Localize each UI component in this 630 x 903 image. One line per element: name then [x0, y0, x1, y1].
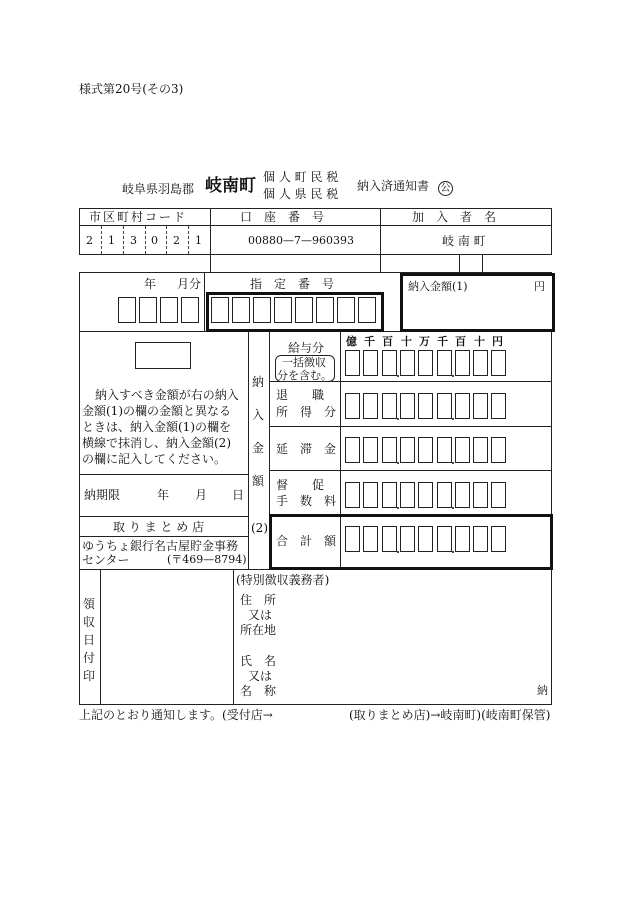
salary-digit-box[interactable] — [455, 350, 470, 376]
late-fee-digit-box[interactable] — [473, 437, 488, 463]
thousands-separator-dot — [452, 418, 454, 420]
total-digit-box[interactable] — [437, 526, 452, 552]
side-label-char: 額 — [252, 474, 265, 488]
period-digit-box[interactable] — [139, 297, 157, 323]
retirement-digit-box[interactable] — [363, 393, 378, 419]
reminder-fee-digit-box[interactable] — [455, 482, 470, 508]
late-fee-digit-box[interactable] — [363, 437, 378, 463]
digit-header: 十 — [474, 335, 485, 348]
code-digit: 2 — [173, 234, 180, 247]
designated-digit-box[interactable] — [337, 297, 355, 323]
designated-number-label: 指 定 番 号 — [250, 277, 335, 291]
name-label: 名 称 — [240, 684, 277, 698]
receipt-stamp-char: 印 — [83, 669, 96, 683]
instruction-line: 横線で抹消し、納入金額(2) — [82, 436, 231, 450]
late-fee-digit-box[interactable] — [418, 437, 433, 463]
period-digit-box[interactable] — [160, 297, 178, 323]
account-number: 00880—7—960393 — [248, 234, 354, 247]
town-name: 岐南町 — [205, 176, 256, 196]
salary-digit-box[interactable] — [363, 350, 378, 376]
collector-label: 取 り ま と め 店 — [113, 520, 205, 534]
retirement-label: 退 職 — [276, 388, 325, 402]
receipt-stamp-char: 領 — [83, 597, 96, 611]
address-label: 又は — [248, 608, 273, 622]
total-label: 合 計 額 — [276, 534, 337, 548]
thousands-separator-dot — [452, 375, 454, 377]
name-label: 又は — [248, 669, 273, 683]
side-label-char: 入 — [252, 408, 265, 422]
thousands-separator-dot — [452, 507, 454, 509]
reminder-fee-digit-box[interactable] — [363, 482, 378, 508]
designated-digit-box[interactable] — [295, 297, 313, 323]
late-fee-digit-box[interactable] — [491, 437, 506, 463]
retirement-digit-box[interactable] — [382, 393, 397, 419]
account-number-label: 口 座 番 号 — [240, 210, 325, 224]
designated-digit-box[interactable] — [358, 297, 376, 323]
salary-digit-box[interactable] — [473, 350, 488, 376]
retirement-digit-box[interactable] — [400, 393, 415, 419]
reminder-fee-digit-box[interactable] — [400, 482, 415, 508]
late-fee-label: 延 滞 金 — [276, 442, 337, 456]
payee-label: 加 入 者 名 — [412, 210, 497, 224]
deadline-label: 納期限 — [84, 488, 121, 502]
late-fee-digit-box[interactable] — [455, 437, 470, 463]
withholder-address-field[interactable] — [285, 592, 547, 640]
designated-digit-box[interactable] — [274, 297, 292, 323]
digit-header: 円 — [492, 335, 503, 348]
deadline-day: 日 — [232, 488, 245, 502]
form-number: 様式第20号(その3) — [79, 82, 184, 96]
code-digit: 0 — [151, 234, 158, 247]
retirement-label: 所 得 分 — [276, 405, 337, 419]
amount-1-label: 納入金額(1) — [408, 280, 468, 293]
period-digit-box[interactable] — [118, 297, 136, 323]
side-label-char: 金 — [252, 441, 265, 455]
total-digit-box[interactable] — [382, 526, 397, 552]
salary-digit-box[interactable] — [345, 350, 360, 376]
total-digit-box[interactable] — [455, 526, 470, 552]
digit-header: 十 — [401, 335, 412, 348]
period-month-label: 月分 — [177, 277, 202, 291]
receipt-stamp-area[interactable] — [101, 570, 232, 703]
reminder-fee-digit-box[interactable] — [473, 482, 488, 508]
retirement-digit-box[interactable] — [473, 393, 488, 419]
digit-header: 百 — [455, 335, 466, 348]
salary-digit-box[interactable] — [400, 350, 415, 376]
salary-label: 給与分 — [288, 341, 325, 355]
instruction-line: 納入すべき金額が右の納入 — [95, 388, 239, 402]
address-label: 住 所 — [240, 593, 277, 607]
payee-name: 岐 南 町 — [442, 234, 486, 248]
salary-digit-box[interactable] — [491, 350, 506, 376]
municipality-code-label: 市区町村コード — [89, 210, 188, 224]
designated-digit-box[interactable] — [232, 297, 250, 323]
name-label: 氏 名 — [240, 654, 277, 668]
withholder-title: (特別徴収義務者) — [236, 573, 330, 587]
late-fee-digit-box[interactable] — [345, 437, 360, 463]
salary-digit-box[interactable] — [382, 350, 397, 376]
prefecture-label: 岐阜県羽島郡 — [122, 182, 195, 196]
total-digit-box[interactable] — [345, 526, 360, 552]
total-digit-box[interactable] — [400, 526, 415, 552]
blank-box[interactable] — [135, 342, 191, 369]
salary-digit-box[interactable] — [418, 350, 433, 376]
footer-notice: 上記のとおり通知します。(受付店→ — [79, 708, 273, 722]
digit-header: 千 — [437, 335, 448, 348]
reminder-fee-digit-box[interactable] — [382, 482, 397, 508]
late-fee-digit-box[interactable] — [437, 437, 452, 463]
reminder-fee-digit-box[interactable] — [491, 482, 506, 508]
document-title: 納入済通知書 — [357, 179, 430, 193]
reminder-fee-digit-box[interactable] — [437, 482, 452, 508]
thousands-separator-dot — [452, 462, 454, 464]
code-digit: 1 — [195, 234, 202, 247]
address-label: 所在地 — [240, 623, 277, 637]
retirement-digit-box[interactable] — [455, 393, 470, 419]
code-digit: 3 — [130, 234, 137, 247]
total-digit-box[interactable] — [491, 526, 506, 552]
receipt-stamp-char: 日 — [83, 633, 96, 647]
tax-line-2: 個 人 県 民 税 — [263, 187, 339, 201]
receipt-stamp-char: 収 — [83, 615, 96, 629]
deadline-year: 年 — [157, 488, 170, 502]
digit-header: 千 — [364, 335, 375, 348]
payment-mark: 納 — [537, 684, 548, 697]
amount-1-yen-label: 円 — [534, 280, 545, 293]
retirement-digit-box[interactable] — [437, 393, 452, 419]
designated-digit-box[interactable] — [211, 297, 229, 323]
salary-note: 分を含む。 — [277, 369, 332, 382]
period-year-label: 年 — [144, 277, 157, 291]
instruction-line: 金額(1)の欄の金額と異なる — [82, 404, 231, 418]
total-digit-box[interactable] — [418, 526, 433, 552]
official-seal-icon: 公 — [438, 178, 453, 197]
retirement-digit-box[interactable] — [491, 393, 506, 419]
side-label-num: (2) — [251, 521, 268, 535]
side-label-char: 納 — [252, 375, 265, 389]
salary-digit-box[interactable] — [437, 350, 452, 376]
collector-name: ゆうちょ銀行名古屋貯金事務 — [82, 539, 239, 553]
period-digit-box[interactable] — [181, 297, 199, 323]
designated-digit-box[interactable] — [253, 297, 271, 323]
instruction-line: ときは、納入金額(1)の欄を — [82, 420, 231, 434]
retirement-digit-box[interactable] — [418, 393, 433, 419]
reminder-fee-label: 手 数 料 — [276, 494, 337, 508]
tax-line-1: 個 人 町 民 税 — [263, 170, 339, 184]
withholder-name-field[interactable] — [285, 652, 530, 700]
late-fee-digit-box[interactable] — [400, 437, 415, 463]
reminder-fee-digit-box[interactable] — [345, 482, 360, 508]
digit-header: 万 — [419, 335, 430, 348]
total-digit-box[interactable] — [363, 526, 378, 552]
receipt-stamp-char: 付 — [83, 651, 96, 665]
code-digit: 1 — [108, 234, 115, 247]
digit-header: 億 — [346, 335, 357, 348]
total-digit-box[interactable] — [473, 526, 488, 552]
deadline-month: 月 — [195, 488, 208, 502]
instruction-line: の欄に記入してください。 — [82, 452, 227, 466]
reminder-fee-digit-box[interactable] — [418, 482, 433, 508]
reminder-fee-label: 督 促 — [276, 478, 325, 492]
late-fee-digit-box[interactable] — [382, 437, 397, 463]
collector-postal: (〒469—8794) — [167, 553, 247, 566]
designated-digit-box[interactable] — [316, 297, 334, 323]
collector-name-cont: センター — [82, 553, 130, 567]
digit-header: 百 — [382, 335, 393, 348]
footer-routing: (取りまとめ店)→岐南町)(岐南町保管) — [349, 708, 551, 722]
retirement-digit-box[interactable] — [345, 393, 360, 419]
code-digit: 2 — [86, 234, 93, 247]
salary-note: 一括徴収 — [282, 356, 326, 369]
